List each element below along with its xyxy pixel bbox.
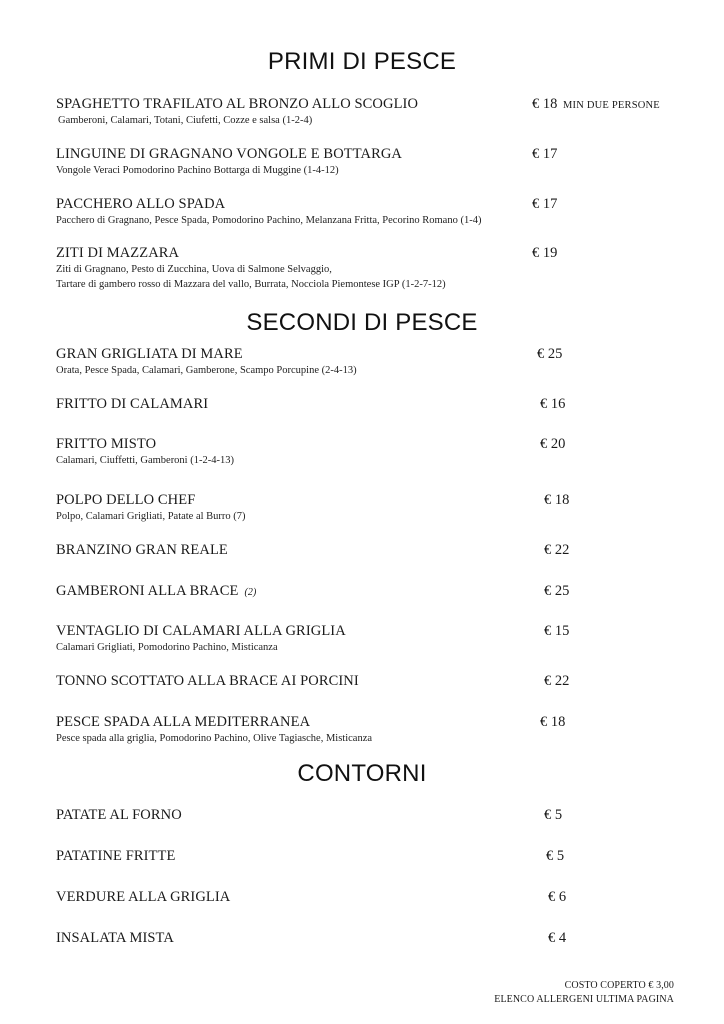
item-name: ZITI DI MAZZARA (56, 245, 180, 261)
item-price: € 19 (532, 245, 558, 261)
item-name: SPAGHETTO TRAFILATO AL BRONZO ALLO SCOGLIO (56, 96, 419, 112)
item-description: Calamari Grigliati, Pomodorino Pachino, Misticanza (56, 642, 278, 653)
item-price: € 6 (548, 889, 567, 905)
item-description-line2: Tartare di gambero rosso di Mazzara del vallo, Burrata, Nocciola Piemontese IGP (1-2-7-12) (56, 279, 446, 290)
item-name: PATATINE FRITTE (56, 848, 176, 864)
price-note: MIN DUE PERSONE (563, 100, 660, 111)
menu-item (56, 713, 696, 746)
menu-item (56, 491, 696, 524)
item-name: GRAN GRIGLIATA DI MARE (56, 346, 243, 362)
item-name: PATATE AL FORNO (56, 807, 182, 823)
menu-item (56, 345, 696, 378)
menu-item (56, 435, 696, 468)
item-name: FRITTO DI CALAMARI (56, 396, 209, 412)
menu-item (56, 195, 696, 228)
item-description: Ziti di Gragnano, Pesto di Zucchina, Uova di Salmone Selvaggio, (56, 264, 332, 275)
allergen-note: ELENCO ALLERGENI ULTIMA PAGINA (494, 994, 674, 1005)
item-description: Pacchero di Gragnano, Pesce Spada, Pomodorino Pachino, Melanzana Fritta, Pecorino Romano (1-4) (56, 215, 482, 226)
section-title-primi: PRIMI DI PESCE (267, 48, 457, 75)
menu-item (56, 244, 696, 292)
item-name: LINGUINE DI GRAGNANO VONGOLE E BOTTARGA (56, 146, 403, 162)
allergen-code: (2) (244, 587, 257, 598)
item-price: € 15 (544, 623, 570, 639)
menu-item (56, 145, 696, 178)
item-name: INSALATA MISTA (56, 930, 174, 946)
item-name (56, 582, 696, 602)
item-name-text: GAMBERONI ALLA BRACE (56, 583, 239, 599)
menu-item (56, 806, 696, 824)
item-description: Gamberoni, Calamari, Totani, Ciufetti, Cozze e salsa (1-2-4) (58, 115, 313, 126)
price-value: € 18 (532, 96, 558, 112)
item-price: € 17 (532, 146, 558, 162)
item-price: € 18 (540, 714, 566, 730)
section-title-secondi: SECONDI DI PESCE (246, 309, 478, 336)
menu-item (56, 541, 696, 559)
item-description: Calamari, Ciuffetti, Gamberoni (1-2-4-13) (56, 455, 234, 466)
item-name: TONNO SCOTTATO ALLA BRACE AI PORCINI (56, 673, 359, 689)
item-price: € 25 (544, 583, 570, 599)
item-name: PESCE SPADA ALLA MEDITERRANEA (56, 714, 311, 730)
item-name: FRITTO MISTO (56, 436, 157, 452)
menu-item (56, 929, 696, 947)
item-name: BRANZINO GRAN REALE (56, 542, 228, 558)
item-price: € 25 (537, 346, 563, 362)
menu-item (56, 582, 696, 602)
item-price: € 22 (544, 673, 570, 689)
menu-item (56, 672, 696, 690)
item-name: VENTAGLIO DI CALAMARI ALLA GRIGLIA (56, 623, 346, 639)
item-description: Orata, Pesce Spada, Calamari, Gamberone, Scampo Porcupine (2-4-13) (56, 365, 357, 376)
menu-item (56, 888, 696, 906)
item-price: € 18 (544, 492, 570, 508)
item-price (532, 95, 660, 115)
section-title-contorni: CONTORNI (297, 760, 427, 787)
cover-charge: COSTO COPERTO € 3,00 (564, 980, 674, 991)
item-price: € 17 (532, 196, 558, 212)
menu-item (56, 622, 696, 655)
item-description: Polpo, Calamari Grigliati, Patate al Burro (7) (56, 511, 246, 522)
item-description: Pesce spada alla griglia, Pomodorino Pachino, Olive Tagiasche, Misticanza (56, 733, 373, 744)
item-price: € 5 (546, 848, 565, 864)
item-price: € 16 (540, 396, 566, 412)
item-price: € 22 (544, 542, 570, 558)
item-name: PACCHERO ALLO SPADA (56, 196, 226, 212)
menu-item (56, 847, 696, 865)
item-price: € 20 (540, 436, 566, 452)
item-description: Vongole Veraci Pomodorino Pachino Bottarga di Muggine (1-4-12) (56, 165, 339, 176)
item-price: € 4 (548, 930, 567, 946)
menu-item (56, 395, 696, 413)
item-name: VERDURE ALLA GRIGLIA (56, 889, 231, 905)
item-price: € 5 (544, 807, 563, 823)
footer-notes (494, 979, 674, 1007)
item-name: POLPO DELLO CHEF (56, 492, 196, 508)
